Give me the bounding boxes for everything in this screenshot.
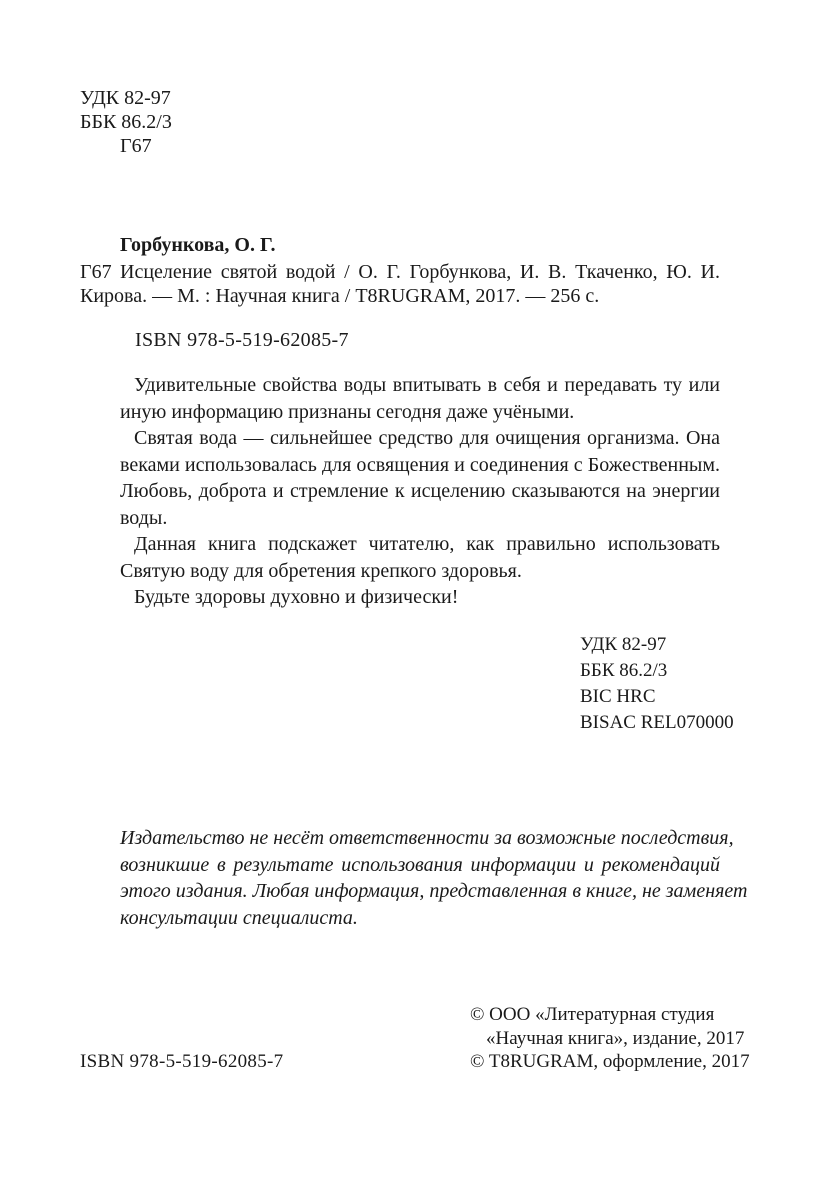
udk-code: УДК 82-97 xyxy=(80,87,171,109)
udk-code-right: УДК 82-97 xyxy=(580,634,667,655)
annotation-paragraph-4: Будьте здоровы духовно и физически! xyxy=(134,586,459,608)
annotation xyxy=(120,372,720,611)
annotation-paragraph-2: Святая вода — сильнейшее средство для очищения организма. Она веками использовалась для освящения и соединения с Божественным. Любовь, доброта и стремление к исцелению сказываются на энергии воды. xyxy=(120,427,720,529)
entry-line-2: Кирова. — М. : Научная книга / T8RUGRAM, 2017. — 256 с. xyxy=(80,285,600,307)
bic-code: BIC HRC xyxy=(580,686,656,707)
bbk-code: ББК 86.2/3 xyxy=(80,111,172,133)
copyright-line-2: «Научная книга», издание, 2017 xyxy=(486,1027,745,1049)
disclaimer-line-1: Издательство не несёт ответственности за возможные последствия, xyxy=(120,827,734,849)
copyright-line-1: © ООО «Литературная студия xyxy=(470,1004,715,1025)
annotation-paragraph-3: Данная книга подскажет читателю, как правильно использовать Святую воду для обретения крепкого здоровья. xyxy=(120,533,720,582)
author-mark: Г67 xyxy=(120,135,152,157)
isbn-main: ISBN 978-5-519-62085-7 xyxy=(135,329,349,351)
copyright-line-3: © T8RUGRAM, оформление, 2017 xyxy=(470,1051,750,1072)
disclaimer-line-2: возникшие в результате использования информации и рекомендаций xyxy=(120,853,720,876)
disclaimer xyxy=(120,825,748,931)
author-heading: Горбункова, О. Г. xyxy=(120,234,276,256)
disclaimer-line-3: этого издания. Любая информация, представленная в книге, не заменяет xyxy=(120,880,748,902)
annotation-paragraph-1: Удивительные свойства воды впитывать в себя и передавать ту или иную информацию признаны сегодня даже учёными. xyxy=(120,374,720,423)
entry-line-1: Исцеление святой водой / О. Г. Горбункова, И. В. Ткаченко, Ю. И. xyxy=(120,261,720,283)
classification-top xyxy=(80,86,172,158)
isbn-bottom: ISBN 978-5-519-62085-7 xyxy=(80,1051,284,1072)
bbk-code-right: ББК 86.2/3 xyxy=(580,660,668,681)
classification-right xyxy=(580,632,734,736)
entry-author-mark: Г67 xyxy=(80,261,112,283)
disclaimer-line-4: консультации специалиста. xyxy=(120,906,358,929)
bisac-code: BISAC REL070000 xyxy=(580,712,734,733)
copyright-block xyxy=(470,1003,750,1074)
